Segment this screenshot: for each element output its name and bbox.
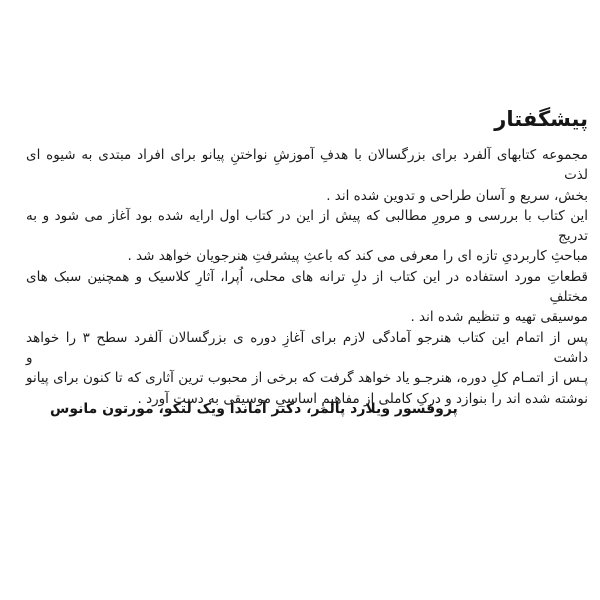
page-title: پیشگفتار [494,107,588,131]
preface-line: بخش، سریع و آسان طراحی و تدوین شده اند . [326,187,588,204]
preface-line: پس از اتمام این کتاب هنرجو آمادگی لازم برای آغازِ دوره ی بزرگسالان آلفرد سطح ۳ را خواهد داشت و [26,329,588,366]
preface-line: مجموعه کتابهای آلفرد برای بزرگسالان با هدفِ آموزشِ نواختنِ پیانو برای افراد مبتدی به شیوه ای لذت [26,147,588,184]
preface-line: این کتاب با بررسی و مرورِ مطالبی که پیش از این در کتاب اول ارایه شده بود آغاز می شود و به تدریج [26,207,588,245]
authors-line: پروفسور ویلارد پالمر، دکتر آماندا ویک لتکو، مورتون مانوس [50,401,458,417]
preface-line: موسیقی تهیه و تنظیم شده اند . [410,309,588,326]
preface-line: مباحثِ کاربردیِ تازه ای را معرفی می کند که باعثِ پیشرفتِ هنرجویان خواهد شد . [127,248,588,265]
preface-body [26,145,588,409]
preface-line: نوشته شده اند را بنوازد و درکِ کاملی از مفاهیمِ اساسیِ موسیقی به دست آورد . [137,390,588,407]
preface-line: قطعاتِ مورد استفاده در این کتاب از دلِ ترانه های محلی، اُپرا، آثارِ کلاسیک و همچنین سبک های مختلفِ [26,268,588,306]
preface-line: پـس از اتمـام کلِ دوره، هنرجـو یاد خواهد گرفت که برخی از محبوب ترین آثاری که تا کنون برای پیانو [26,370,588,387]
